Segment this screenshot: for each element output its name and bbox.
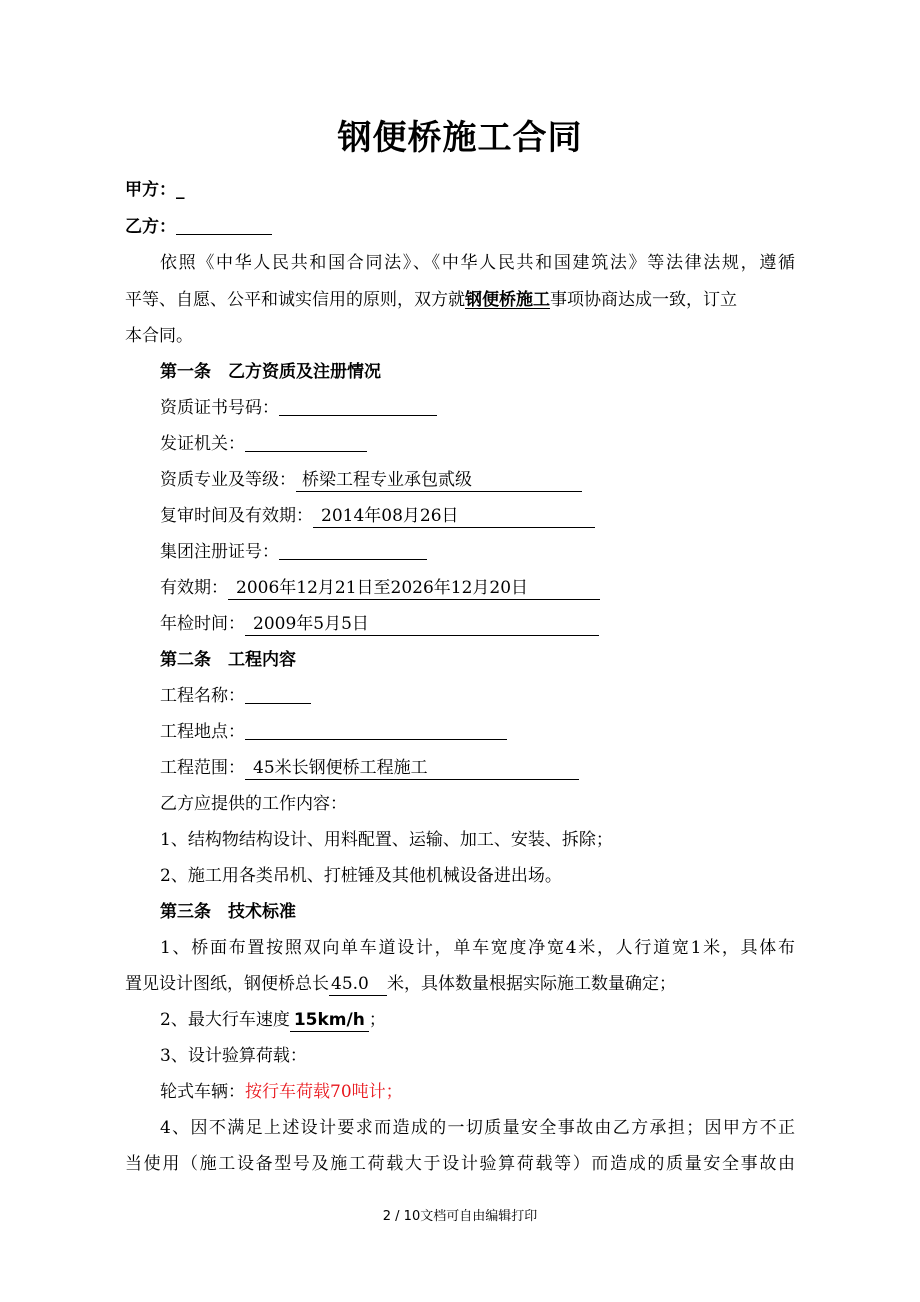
qualification-line <box>160 468 582 492</box>
party-a-line: 甲方：_ <box>125 180 185 200</box>
validity-value: 2006年12月21日至2026年12月20日 <box>228 577 600 600</box>
issuer-blank[interactable] <box>245 433 367 452</box>
review-label: 复审时间及有效期： <box>160 506 313 526</box>
qualification-label: 资质专业及等级： <box>160 470 296 490</box>
cert-no-label: 资质证书号码： <box>160 398 279 418</box>
qualification-value: 桥梁工程专业承包贰级 <box>296 469 582 492</box>
party-b-line <box>125 215 272 239</box>
wheel-load-value: 按行车荷载70吨计； <box>245 1082 403 1102</box>
page-footer: 2 / 10文档可自由编辑打印 <box>382 1209 538 1224</box>
intro-line-2 <box>125 288 737 312</box>
validity-label: 有效期： <box>160 578 228 598</box>
project-name-inline: 钢便桥施工 <box>465 290 550 310</box>
party-b-label: 乙方： <box>125 217 176 237</box>
project-scope-value: 45米长钢便桥工程施工 <box>245 757 579 780</box>
article-1-heading: 第一条 乙方资质及注册情况 <box>160 362 381 382</box>
project-scope-line <box>160 756 579 780</box>
annual-check-label: 年检时间： <box>160 614 245 634</box>
tech-item-1-text-b: 置见设计图纸，钢便桥总长 <box>125 974 329 994</box>
tech-item-1-line-2 <box>125 972 676 996</box>
tech-item-4-line-1: 4、因不满足上述设计要求而造成的一切质量安全事故由乙方承担；因甲方不正 <box>160 1118 795 1138</box>
tech-item-3: 3、设计验算荷载： <box>160 1046 307 1066</box>
issuer-line <box>160 432 367 456</box>
group-reg-line <box>160 540 427 564</box>
intro-text-c: 事项协商达成一致，订立 <box>550 290 737 310</box>
issuer-label: 发证机关： <box>160 434 245 454</box>
intro-text-a: 平等、自愿、公平和诚实信用的原则，双方就 <box>125 290 465 310</box>
work-item-1: 1、结构物结构设计、用料配置、运输、加工、安装、拆除； <box>160 830 613 850</box>
tech-item-2-text-b: ； <box>368 1010 386 1030</box>
review-value: 2014年08月26日 <box>313 505 595 528</box>
tech-item-1-line-1: 1、桥面布置按照双向单车道设计，单车宽度净宽4米，人行道宽1米，具体布 <box>160 938 795 958</box>
work-item-2: 2、施工用各类吊机、打桩锤及其他机械设备进出场。 <box>160 866 562 886</box>
project-site-line <box>160 720 507 744</box>
intro-line-3: 本合同。 <box>125 326 193 346</box>
intro-line-1: 依照《中华人民共和国合同法》、《中华人民共和国建筑法》等法律法规，遵循 <box>160 253 795 273</box>
bridge-length-value: 45.0 <box>329 973 387 996</box>
project-name-label: 工程名称： <box>160 686 245 706</box>
review-line <box>160 504 595 528</box>
project-site-label: 工程地点： <box>160 722 245 742</box>
cert-no-blank[interactable] <box>279 397 437 416</box>
project-site-blank[interactable] <box>245 721 507 740</box>
tech-item-4-line-2: 当使用（施工设备型号及施工荷载大于设计验算荷载等）而造成的质量安全事故由 <box>125 1154 795 1174</box>
article-3-heading: 第三条 技术标准 <box>160 902 296 922</box>
tech-item-2-line <box>160 1008 386 1032</box>
tech-item-2-text-a: 2、最大行车速度 <box>160 1010 290 1030</box>
group-reg-blank[interactable] <box>279 541 427 560</box>
group-reg-label: 集团注册证号： <box>160 542 279 562</box>
wheel-vehicle-line <box>160 1080 403 1104</box>
tech-item-1-text-c: 米，具体数量根据实际施工数量确定； <box>387 974 676 994</box>
party-b-blank[interactable] <box>176 216 272 235</box>
wheel-vehicle-label: 轮式车辆： <box>160 1082 245 1102</box>
validity-line <box>160 576 600 600</box>
work-content-intro: 乙方应提供的工作内容： <box>160 794 347 814</box>
project-scope-label: 工程范围： <box>160 758 245 778</box>
annual-check-value: 2009年5月5日 <box>245 613 599 636</box>
project-name-line <box>160 684 311 708</box>
contract-title: 钢便桥施工合同 <box>337 118 583 158</box>
annual-check-line <box>160 612 599 636</box>
cert-no-line <box>160 396 437 420</box>
project-name-blank[interactable] <box>245 685 311 704</box>
max-speed-value: 15km/h <box>290 1009 369 1032</box>
article-2-heading: 第二条 工程内容 <box>160 650 296 670</box>
